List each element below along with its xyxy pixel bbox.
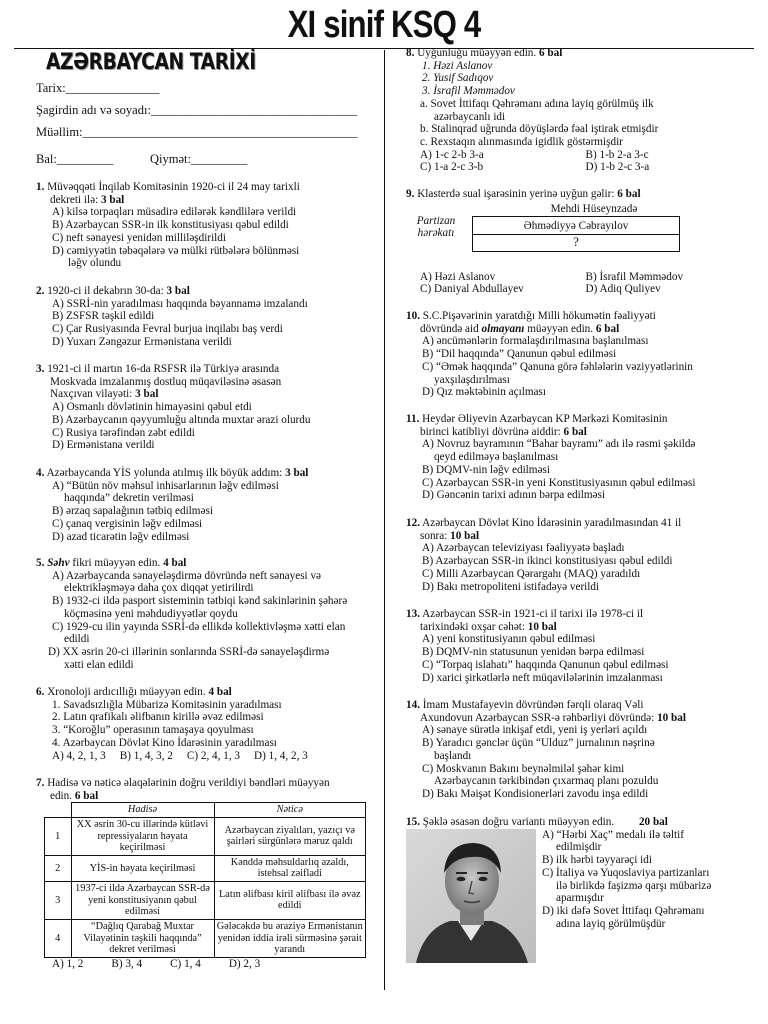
points-label: 4 bal (163, 557, 187, 569)
answer-grid (406, 149, 751, 174)
points-label: 4 bal (208, 686, 232, 698)
option-c[interactable]: C) “Əmək haqqında” Qanuna görə fəhlələrin vəziyyətlərinin (422, 360, 693, 373)
option-a[interactable]: A) yeni konstitusiyanın qəbul edilməsi (422, 633, 596, 646)
name-item: 1. Həzi Aslanov (422, 59, 493, 72)
question-3 (36, 363, 376, 452)
question-text: Axundovun Azərbaycan SSR-ə rəhbərliyi dövründə: (420, 711, 655, 724)
cluster-box (472, 216, 680, 252)
question-11 (406, 413, 751, 502)
option-a-cont: elektrikləşməyə daha çox diqqət yetirilirdi (64, 582, 254, 595)
question-text: müəyyən edin. (527, 322, 594, 335)
question-15-body (406, 829, 751, 965)
cluster-mid-label: Əhmədiyyə Cəbrayılov (523, 219, 629, 232)
score-field[interactable]: Bal:_________ (36, 152, 114, 166)
option-b[interactable]: B) DQMV-nin statusunun yenidən bərpa edilməsi (422, 646, 645, 659)
option-d[interactable]: D) iki dəfə Sovet İttifaqı Qəhrəmanı (542, 904, 705, 917)
table-row (45, 855, 366, 881)
points-label: 20 bal (638, 816, 668, 828)
question-8 (406, 47, 751, 174)
option-d-cont: adına layiq görülmüşdür (556, 917, 666, 930)
question-text: Hadisə və nəticə əlaqələrinin doğru verildiyi bəndləri müəyyən (47, 777, 330, 789)
option-b[interactable]: B) ilk hərbi təyyarəçi idi (542, 854, 652, 867)
name-item: 3. İsrafil Məmmədov (422, 85, 515, 98)
cluster-side-text: hərəkatı (417, 227, 455, 240)
question-text: Naxçıvan vilayəti: (50, 388, 133, 401)
option-c[interactable]: C) Azərbaycan SSR-in yeni Konstitusiyasının qəbul edilməsi (422, 476, 696, 489)
question-number: 14. (406, 699, 420, 711)
option-c-cont: aparmışdır (556, 892, 604, 905)
teacher-field[interactable]: Müəllim:____________________________________________ (36, 125, 358, 139)
option-d[interactable]: D) cəmiyyətin təbəqələrə və mülki rütbələrə bölünməsi (52, 244, 300, 257)
question-text: dövründə aid (420, 322, 479, 335)
option-c[interactable]: C) çanaq vergisinin ləğv edilməsi (52, 517, 203, 530)
points-label: 10 bal (450, 529, 480, 542)
option-b[interactable]: B) Azərbaycanın qəyyumluğu altında muxtar ərazi olurdu (52, 413, 311, 426)
question-15-options (542, 829, 742, 931)
question-text: sonra: (420, 529, 448, 542)
question-text: Müvəqqəti İnqilab Komitəsinin 1920-ci il 24 may tarixli (47, 181, 300, 193)
option-a[interactable]: A) kilsə torpaqları müsadirə edilərək kəndlilərə verildi (52, 206, 297, 219)
option-c[interactable]: C) 1-a 2-c 3-b (420, 161, 484, 174)
result-cell: Gələcəkdə bu əraziyə Ermənistanın yenidən iddia irəli sürməsinə şərait yarandı (214, 919, 366, 957)
points-label: 6 bal (595, 322, 620, 335)
option-a[interactable]: A) Həzi Aslanov (420, 270, 496, 283)
name-item: 2. Yusif Sadıqov (422, 72, 494, 85)
option-d[interactable]: D) XX əsrin 20-ci illərinin sonlarında SSRİ-də sənayeləşdirmə (48, 645, 330, 658)
question-number: 15. (406, 816, 420, 828)
question-text: edin. (50, 789, 73, 802)
list-item: 1. Savadsızlığla Mübarizə Komitəsinin yaradılması (52, 698, 282, 711)
cluster-question-mark: ? (573, 233, 579, 249)
question-14 (406, 699, 751, 801)
emphasis-word: Səhv (47, 557, 70, 569)
option-a[interactable]: A) “Bütün növ məhsul inhisarlarının ləğv edilməsi (52, 479, 279, 492)
question-text: 1920-ci il dekabrın 30-da: (47, 285, 164, 297)
option-b[interactable]: B) 1932-ci ildə pasport sisteminin tətbiqi kənd sakinlərinin şəhərə (52, 595, 348, 608)
option-b[interactable]: B) DQMV-nin ləğv edilməsi (422, 463, 550, 476)
page-title: XI sinif KSQ 4 (287, 4, 481, 46)
row-number: 4 (45, 919, 72, 957)
points-label: 3 bal (285, 467, 309, 479)
answer-grid (406, 271, 751, 296)
question-number: 3. (36, 363, 45, 375)
question-number: 5. (36, 557, 45, 569)
option-b[interactable]: B) İsrafil Məmmədov (585, 270, 684, 283)
question-number: 8. (406, 47, 415, 59)
option-b-cont: başlandı (434, 749, 472, 762)
question-text: Azərbaycanda YİS yolunda atılmış ilk böyük addım: (46, 467, 283, 479)
question-text: İmam Mustafayevin dövründən fərqli olaraq Vəli (422, 699, 644, 711)
question-text: Moskvada imzalanmış dostluq müqaviləsinə əsasən (50, 375, 282, 388)
event-cell: YİS-in həyata keçirilməsi (71, 855, 214, 881)
option-c[interactable]: C) 1929-cu ilin yayında SSRİ-də ellikdə kollektivləşmə xətti elan (52, 620, 346, 633)
answer-options[interactable]: A) 4, 2, 1, 3 B) 1, 4, 3, 2 C) 2, 4, 1, 3 D) 1, 4, 2, 3 (52, 749, 308, 762)
points-label: 3 bal (135, 388, 159, 401)
option-d[interactable]: D) Ermənistana verildi (52, 439, 155, 452)
points-label: 6 bal (563, 425, 587, 438)
option-d[interactable]: D) Yuxarı Zəngəzur Ermənistana verildi (52, 335, 232, 348)
question-12 (406, 517, 751, 593)
option-b[interactable]: B) Yaradıcı gənclər üçün “Ulduz” jurnalının nəşrinə (422, 737, 655, 750)
points-label: 6 bal (74, 789, 99, 802)
option-c[interactable]: C) Moskvanın Bakını beynəlmiləl şəhər kimi (422, 762, 625, 775)
cluster-side-text: Partizan (416, 214, 456, 227)
table-row (45, 817, 366, 855)
list-item: 3. “Koroğlu” operasının tamaşaya qoyulması (52, 724, 254, 737)
result-cell: Azərbaycan ziyalıları, yazıçı və şairləri sürgünlərə məruz qaldı (214, 817, 366, 855)
question-1 (36, 181, 376, 270)
cluster-top-label: Mehdi Hüseynzadə (550, 202, 638, 215)
question-number: 7. (36, 777, 45, 789)
option-b-cont: köçməsinə yeni məhdudiyyətlər qoydu (64, 607, 238, 620)
question-number: 6. (36, 686, 45, 698)
event-cell: XX əsrin 30-cu illərində kütləvi repressiyaların həyata keçirilməsi (71, 817, 214, 855)
question-7 (36, 777, 376, 970)
question-text: S.C.Pişəvərinin yaratdığı Milli hökumətin fəaliyyəti (422, 310, 656, 322)
option-d[interactable]: D) 1-b 2-c 3-a (585, 161, 650, 174)
list-item: 2. Latın qrafikalı əlifbanın kirillə əvəz edilməsi (52, 711, 264, 724)
question-text: Azərbaycan Dövlət Kino İdarəsinin yaradılmasından 41 il (422, 517, 682, 529)
option-a[interactable]: A) Novruz bayramının “Bahar bayramı” adı ilə rəsmi şəkildə (422, 438, 696, 451)
option-c[interactable]: C) Milli Azərbaycan Qərargahı (MAQ) yaradıldı (422, 567, 641, 580)
option-d[interactable]: D) Bakı Məişət Kondisionerləri zavodu inşa edildi (422, 787, 649, 800)
question-15 (406, 816, 751, 965)
option-c-cont: yaxşılaşdırılması (434, 373, 510, 386)
row-number: 1 (45, 817, 72, 855)
option-b[interactable]: B) ərzaq sapalağının tətbiq edilməsi (52, 505, 213, 518)
statement-item-cont: azərbaycanlı idi (434, 110, 506, 123)
table-header-row (45, 803, 366, 817)
question-4 (36, 467, 376, 543)
row-number: 3 (45, 881, 72, 919)
option-b[interactable]: B) “Dil haqqında” Qanunun qəbul edilməsi (422, 348, 617, 361)
table-corner (45, 803, 72, 817)
statement-item: b. Stalinqrad uğrunda döyüşlərdə fəal iştirak etmişdir (420, 123, 659, 136)
option-c[interactable]: C) Çar Rusiyasında Fevral burjua inqilabı baş verdi (52, 323, 283, 336)
question-text: birinci katibliyi dövrünə aiddir: (420, 425, 561, 438)
question-10 (406, 310, 751, 399)
option-a-cont: edilmişdir (556, 841, 602, 854)
date-field[interactable]: Tarix:_______________ (36, 81, 160, 95)
question-number: 1. (36, 181, 45, 193)
option-d[interactable]: D) Adiq Quliyev (585, 283, 661, 296)
question-9 (406, 188, 751, 296)
result-cell: Kənddə məhsuldarlıq azaldı, istehsal zəifladi (214, 855, 366, 881)
list-item: 4. Azərbaycan Dövlət Kino İdarəsinin yaradılması (52, 736, 277, 749)
option-c[interactable]: C) “Torpaq islahatı” haqqında Qanunun qəbul edilməsi (422, 658, 669, 671)
option-a[interactable]: A) Azərbaycanda sənayeləşdirmə dövründə neft sənayesi və (52, 569, 322, 582)
option-a[interactable]: A) sənaye sürətlə inkişaf etdi, yeni iş yerləri açıldı (422, 724, 648, 737)
option-c-cont: edildi (64, 633, 90, 646)
option-c-cont: ilə birlikdə faşizmə qarşı mübarizə (556, 879, 712, 892)
question-13 (406, 608, 751, 684)
emphasis-word: olmayanı (481, 322, 525, 335)
column-divider (384, 50, 385, 990)
cluster-diagram (406, 203, 751, 255)
table-row (45, 881, 366, 919)
points-label: 3 bal (100, 193, 125, 206)
cluster-side-label (406, 215, 466, 240)
question-text: Klasterdə sual işarəsinin yerinə uyğun gəlir: (417, 188, 615, 200)
question-number: 10. (406, 310, 420, 322)
option-d[interactable]: D) Gəncənin tarixi adının bərpa edilməsi (422, 489, 605, 502)
question-number: 11. (406, 413, 420, 425)
option-d[interactable]: D) Bakı metropoliteni istifadəyə verildi (422, 580, 600, 593)
event-cell: “Dağlıq Qarabağ Muxtar Vilayətinin təşkili haqqında” dekret verilməsi (71, 919, 214, 957)
option-a-cont: qeyd edilməyə başlanılması (434, 451, 559, 464)
cluster-line (473, 216, 679, 217)
question-number: 2. (36, 285, 45, 297)
question-5 (36, 557, 376, 671)
option-b[interactable]: B) 1-b 2-a 3-c (585, 148, 649, 161)
option-d[interactable]: D) azad ticarətin ləğv edilməsi (52, 530, 190, 543)
question-text: fikri müəyyən edin. (72, 557, 161, 569)
option-c[interactable]: C) Rusiya tərəfindən zəbt edildi (52, 426, 195, 439)
option-c[interactable]: C) neft sənayesi yenidən milliləşdirildi (52, 231, 226, 244)
option-c[interactable]: C) İtaliya və Yuqoslaviya partizanları (542, 866, 710, 879)
option-a[interactable]: A) Osmanlı dövlətinin himayəsini qəbul etdi (52, 401, 252, 414)
option-a-cont: haqqında” dekretin verilməsi (64, 492, 194, 505)
cluster-line (473, 251, 679, 252)
option-a[interactable]: A) əncümənlərin formalaşdırılmasına başlanılması (422, 335, 649, 348)
subject-heading: AZƏRBAYCAN TARİXİ (46, 50, 256, 75)
event-cell: 1937-ci ildə Azərbaycan SSR-də yeni konstitusiyanın qəbul edilməsi (71, 881, 214, 919)
question-text: Şəklə əsasən doğru variantı müəyyən edin. (422, 816, 615, 828)
statement-item: c. Rexstaqın alınmasında igidlik göstərmişdir (420, 135, 623, 148)
answer-options[interactable]: A) 1, 2 B) 3, 4 C) 1, 4 D) 2, 3 (52, 957, 261, 970)
option-a[interactable]: A) Azərbaycan televiziyası fəaliyyətə başladı (422, 542, 625, 555)
option-c[interactable]: C) Daniyal Abdullayev (420, 283, 524, 296)
option-c-cont: Azərbaycanın tərkibindən çıxarmaq planı pozuldu (434, 775, 659, 788)
option-b[interactable]: B) Azərbaycan SSR-in ilk konstitusiyası qəbul edildi (52, 219, 289, 232)
question-text: Heydər Əliyevin Azərbaycan KP Mərkəzi Komitəsinin (422, 413, 668, 425)
question-number: 13. (406, 608, 420, 620)
option-d[interactable]: D) xarici şirkətlərlə neft müqavilələrinin imzalanması (422, 671, 663, 684)
option-b[interactable]: B) Azərbaycan SSR-in ikinci konstitusiyası qəbul edildi (422, 555, 673, 568)
question-text: Uyğunluğu müəyyən edin. (417, 47, 537, 59)
question-2 (36, 285, 376, 349)
result-cell: Latın əlifbası kiril əlifbası ilə əvəz edildi (214, 881, 366, 919)
points-label: 6 bal (617, 188, 641, 200)
question-text: Xronoloji ardıcıllığı müəyyən edin. (47, 686, 206, 698)
question-number: 4. (36, 467, 45, 479)
option-d[interactable]: D) Qız məktəbinin açılması (422, 386, 546, 399)
question-number: 12. (406, 517, 420, 529)
points-label: 10 bal (657, 711, 686, 724)
row-number: 2 (45, 855, 72, 881)
question-text: dekreti ilə: (50, 193, 99, 206)
statement-item: a. Sovet İttifaqı Qəhrəmanı adına layiq görülmüş ilk (420, 97, 654, 110)
points-label: 3 bal (166, 285, 190, 297)
portrait-photo (406, 829, 536, 963)
question-text: tarixindəki oxşar cəhət: (420, 620, 525, 633)
option-a[interactable]: A) SSRİ-nin yaradılması haqqında bəyannamə imzalandı (52, 297, 308, 310)
column-header: Nəticə (214, 803, 366, 817)
cause-effect-table (44, 802, 366, 957)
option-b[interactable]: B) ZSFSR təşkil edildi (52, 310, 155, 323)
column-header: Hadisə (71, 803, 214, 817)
option-a[interactable]: A) “Hərbi Xaç” medalı ilə təltif (542, 828, 684, 841)
option-d-cont: ləğv olundu (68, 257, 122, 270)
table-row (45, 919, 366, 957)
points-label: 6 bal (539, 47, 563, 59)
option-d-cont: xətti elan edildi (64, 658, 134, 671)
points-label: 10 bal (527, 620, 557, 633)
question-text: Azərbaycan SSR-in 1921-ci il tarixi ilə 1978-ci il (422, 608, 644, 620)
student-name-field[interactable]: Şagirdin adı və soyadı:_________________________________ (36, 103, 358, 117)
option-a[interactable]: A) 1-c 2-b 3-a (420, 148, 484, 161)
question-number: 9. (406, 188, 415, 200)
grade-field[interactable]: Qiymət:_________ (150, 152, 248, 166)
question-6 (36, 686, 376, 762)
question-text: 1921-ci il martın 16-da RSFSR ilə Türkiyə arasında (47, 363, 280, 375)
